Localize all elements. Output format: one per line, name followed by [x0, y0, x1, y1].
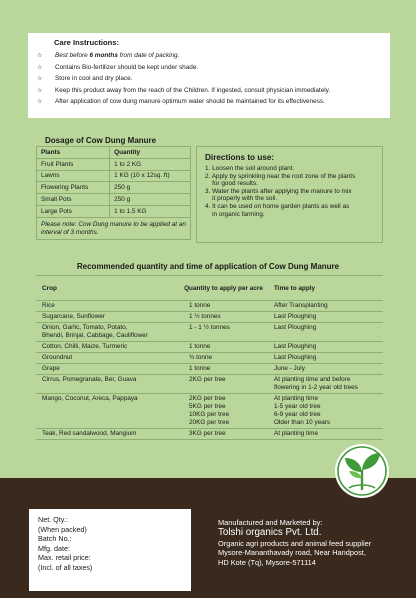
direction-line: 3. Water the plants after applying the manure to mix — [205, 187, 352, 195]
care-item-text: Keep this product away from the reach of the Children. If ingested, consult physician immediately. — [55, 86, 331, 94]
rec-time: At planting time — [266, 429, 383, 440]
label-line: (Incl. of all taxes) — [38, 562, 93, 572]
care-item-text: Best before 6 months from date of packing. — [55, 52, 180, 59]
rec-time: At planting time 1-5 year old tree 6-9 year old tree Older than 10 years — [266, 394, 383, 429]
star-bullet-icon: ☆ — [37, 53, 43, 59]
directions-title: Directions to use: — [205, 153, 275, 162]
care-item — [28, 98, 390, 106]
rec-row — [36, 312, 383, 323]
direction-line: 4. It can be used on home garden plants as well as — [205, 202, 350, 210]
rec-row — [36, 364, 383, 375]
care-item-text: Store in cool and dry place. — [55, 75, 133, 82]
care-title: Care Instructions: — [54, 38, 119, 47]
dosage-quantity: 250 g — [110, 182, 191, 194]
label-line: Net. Qty.: — [38, 515, 68, 524]
dosage-row — [37, 194, 191, 206]
direction-line: 2. Apply by sprinkling near the root zone of the plants — [205, 172, 356, 180]
label-line: Max. retail price: — [38, 553, 91, 563]
dosage-row — [37, 170, 191, 182]
direction-line: it properly with the soil. — [205, 195, 278, 203]
rec-crop: Teak, Red sandalwood, Mangium — [36, 429, 181, 440]
rec-time: At planting time and before flowering in 1-2 year old trees — [266, 375, 383, 394]
directions-box — [196, 146, 383, 243]
directions-list — [205, 165, 374, 218]
rec-crop: Sugarcane, Sunflower — [36, 312, 181, 323]
rec-time: Last Ploughing — [266, 323, 383, 342]
rec-row — [36, 375, 383, 394]
care-item — [28, 75, 390, 83]
rec-quantity: 1 tonne — [181, 364, 266, 375]
manufacturer-address-line: Mysore-Mananthavady road, Near Handpost, — [218, 548, 366, 558]
label-line: Batch No.: — [38, 534, 72, 544]
care-item-text: After application of cow dung manure optimum water should be maintained for its effectiveness. — [55, 98, 325, 105]
label-line: (When packed) — [38, 524, 87, 534]
rec-time: June - July — [266, 364, 383, 375]
rec-crop: Cirrus, Pomegranate, Ber, Guava — [36, 375, 181, 394]
star-bullet-icon: ☆ — [37, 76, 43, 82]
star-bullet-icon: ☆ — [37, 87, 43, 94]
star-bullet-icon: ☆ — [37, 99, 43, 105]
dosage-plant: Flowering Plants — [37, 182, 110, 194]
care-item-emphasis: 6 months — [89, 52, 118, 59]
direction-line: in organic farming. — [205, 210, 265, 218]
dosage-header-quantity: Quantity — [110, 147, 191, 159]
dosage-plant: Lawns — [37, 170, 110, 182]
dosage-plant: Small Pots — [37, 194, 110, 206]
star-bullet-icon: ☆ — [37, 64, 43, 71]
rec-row — [36, 353, 383, 364]
manufacturer-heading: Manufactured and Marketed by: — [218, 518, 323, 527]
rec-crop: Grape — [36, 364, 181, 375]
care-item — [28, 52, 390, 60]
rec-quantity: 2KG per tree 5KG per tree 10KG per tree 20KG per tree — [181, 394, 266, 429]
rec-crop: Onion, Garlic, Tomato, Potato, Bhendi, Brinjal, Cabbage, Cauliflower — [36, 323, 181, 342]
rec-time: Last Ploughing — [266, 353, 383, 364]
manufacturer-address-line: HD Kote (Tq), Mysore-571114 — [218, 557, 316, 567]
rec-crop: Mango, Coconut, Areca, Pappaya — [36, 394, 181, 429]
dosage-row — [37, 158, 191, 170]
direction-line: 1. Loosen the soil around plant. — [205, 165, 295, 172]
dosage-quantity: 250 g — [110, 194, 191, 206]
care-list — [28, 52, 390, 106]
label-line: Mfg. date: — [38, 543, 70, 553]
sprout-logo-icon — [333, 442, 391, 500]
dosage-header-plants: Plants — [37, 147, 110, 159]
rec-time: Last Ploughing — [266, 312, 383, 323]
rec-quantity: ¾ tonne — [181, 353, 266, 364]
rec-row — [36, 323, 383, 342]
care-item — [28, 64, 390, 72]
manufacturer-address-line: Organic agri products and animal feed supplier — [218, 539, 372, 549]
rec-quantity: 1 - 1 ½ tonnes — [181, 323, 266, 342]
rec-row — [36, 429, 383, 440]
dosage-quantity: 1 to 1.5 KG — [110, 205, 191, 217]
rec-row — [36, 394, 383, 429]
rec-quantity: 1 tonne — [181, 301, 266, 312]
rec-quantity: 2KG per tree — [181, 375, 266, 394]
care-item — [28, 87, 390, 95]
dosage-plant: Fruit Plants — [37, 158, 110, 170]
rec-quantity: 3KG per tree — [181, 429, 266, 440]
dosage-note: Please note: Cow Dung manure to be applied at an interval of 3 months. — [37, 217, 191, 239]
dosage-quantity: 1 KG (10 x 12sq. ft) — [110, 170, 191, 182]
direction-line: for good results. — [205, 180, 258, 188]
dosage-plant: Large Pots — [37, 205, 110, 217]
rec-crop: Cotton, Chilli, Maize, Turmeric — [36, 342, 181, 353]
care-item-text: Contains Bio-fertilizer should be kept under shade. — [55, 63, 199, 71]
dosage-row — [37, 205, 191, 217]
recommended-table — [36, 275, 383, 440]
rec-crop: Rice — [36, 301, 181, 312]
dosage-table — [36, 146, 191, 240]
recommended-title: Recommended quantity and time of application of Cow Dung Manure — [76, 262, 340, 271]
dosage-row — [37, 182, 191, 194]
manufacturer-info — [218, 518, 371, 567]
manufacturer-name: Tolshi organics Pvt. Ltd. — [218, 527, 322, 539]
dosage-quantity: 1 to 2 KG — [110, 158, 191, 170]
rec-quantity: 1 tonne — [181, 342, 266, 353]
packing-label-box — [29, 509, 191, 591]
rec-quantity: 1 ½ tonnes — [181, 312, 266, 323]
rec-time: Last Ploughing — [266, 342, 383, 353]
rec-time: After Transplanting — [266, 301, 383, 312]
dosage-title: Dosage of Cow Dung Manure — [45, 136, 157, 145]
rec-header-time: Time to apply — [266, 276, 383, 301]
care-instructions — [28, 33, 390, 118]
rec-row — [36, 301, 383, 312]
rec-header-quantity: Quantity to apply per acre — [181, 276, 266, 301]
rec-row — [36, 342, 383, 353]
rec-crop: Groundnut — [36, 353, 181, 364]
rec-header-crop: Crop — [36, 276, 181, 301]
